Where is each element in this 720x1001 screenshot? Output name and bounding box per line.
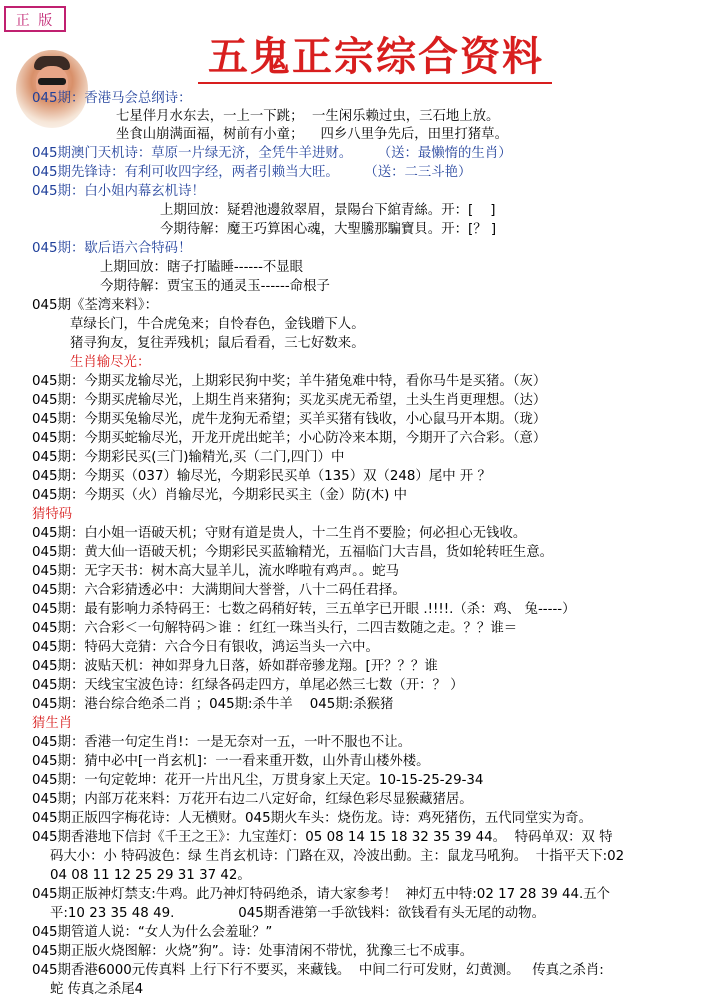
text-line: 045期：白小姐内幕玄机诗！ xyxy=(32,184,205,199)
text-line: 045期：今期买（037）输尽光，今期彩民买单（135）双（248）尾中 开 ？ xyxy=(32,469,491,484)
text-line: 045期：最有影响力杀特码王：七数之码稍好转，三五单字已开眼 .!!!!.（杀：鸡、 兔-----） xyxy=(32,602,576,617)
title-underline xyxy=(198,82,552,84)
text-line: 045期正版四字梅花诗：人无横财。045期火车头：烧伤龙。诗：鸡死猪伤，五代同堂实为奇。 xyxy=(32,811,592,826)
text-line: 045期：香港一句定生肖!：一是无奈对一五，一叶不服也不让。 xyxy=(32,735,412,750)
text-line: 045期：无字天书：树木高大显羊儿，流水哗啦有鸡声。。蛇马 xyxy=(32,564,400,579)
text-line: 045期：今期彩民买(三门)输精光,买（二门,四门）中 xyxy=(32,450,345,465)
text-line: 045期：香港马会总纲诗： xyxy=(32,91,192,106)
text-line: 上期回放：疑碧池邊敘翠眉，景陽台下綰青絲。开：[ ] xyxy=(160,203,496,218)
text-line: 码大小：小 特码波色：绿 生肖玄机诗：门路在双，冷波出動。主：鼠龙马吼狗。 十指平天下:02 xyxy=(50,849,625,864)
text-line: 平:10 23 35 48 49. 045期香港第一手欲钱料：欲钱看有头无尾的动物。 xyxy=(50,906,545,921)
text-line: 045期香港6000元传真料 上行下行不要买，来藏钱。 中间二行可发财，幻黄测。 传真之杀肖: xyxy=(32,963,604,978)
text-line: 045期：六合彩猜透必中：大满期间大誉誉，八十二码任君择。 xyxy=(32,583,406,598)
text-line: 045期：天线宝宝波色诗：红绿各码走四方，单尾必然三七数（开：？ ） xyxy=(32,678,464,693)
text-line: 045期：今期买蛇输尽光，开龙开虎出蛇羊；小心防冷来本期，今期开了六合彩。（意） xyxy=(32,431,547,446)
text-line: 七星伴月水东去，一上一下跳； 一生闲乐赖过虫，三石地上放。 xyxy=(116,109,500,124)
text-line: 猜特码 xyxy=(32,507,73,522)
avatar-glasses xyxy=(38,78,66,85)
text-line: 045期：今期买（火）肖输尽光，今期彩民买主（金）防(木) 中 xyxy=(32,488,408,503)
text-line: 045期：今期买龙输尽光，上期彩民狗中奖；羊牛猪兔难中特，看你马牛是买猪。（灰） xyxy=(32,374,547,389)
text-line: 045期：特码大竞猜：六合今日有银收，鸿运当头一六中。 xyxy=(32,640,379,655)
text-line: 045期：波贴天机：神如羿身九日落，娇如群帝骖龙翔。[开？？？谁 xyxy=(32,659,438,674)
text-line: 045期：一句定乾坤：花开一片出凡尘，万贯身家上天定。10-15-25-29-34 xyxy=(32,773,484,788)
text-line: 猪寻狗友，复往弄残机；鼠后看看，三七好数来。 xyxy=(70,336,365,351)
text-line: 蛇 传真之杀尾4 xyxy=(50,982,144,997)
text-line: 045期管道人说：“女人为什么会羞耻？” xyxy=(32,925,273,940)
text-line: 045期：港台综合绝杀二肖 ；045期:杀牛羊 045期:杀猴猪 xyxy=(32,697,394,712)
text-line: 045期：六合彩＜一句解特码＞谁 ：红红一珠当头行，二四吉数随之走。？？谁＝ xyxy=(32,621,518,636)
text-line: 045期：歇后语六合特码！ xyxy=(32,241,192,256)
text-line: 045期；内部万花来料：万花开右边二八定好命，红绿色彩尽显猴藏猪居。 xyxy=(32,792,473,807)
text-line: 045期正版神灯禁支:牛鸡。此乃神灯特码绝杀，请大家参考！ 神灯五中特:02 17 28 39 44.五个 xyxy=(32,887,611,902)
text-line: 045期：今期买虎输尽光，上期生肖来猪狗；买龙买虎无希望，土头生肖更理想。（达） xyxy=(32,393,547,408)
text-line: 今期待解：贾宝玉的通灵玉------命根子 xyxy=(100,279,330,294)
edition-badge: 正 版 xyxy=(4,6,66,32)
text-line: 猜生肖 xyxy=(32,716,73,731)
text-line: 今期待解：魔王巧算困心魂，大聖騰那騙寶貝。开：[？ ] xyxy=(160,222,497,237)
text-line: 生肖输尽光： xyxy=(70,355,151,370)
text-line: 045期：白小姐一语破天机；守财有道是贵人，十二生肖不要脸；何必担心无钱收。 xyxy=(32,526,527,541)
text-line: 045期：今期买兔输尽光，虎牛龙狗无希望；买羊买猪有钱收，小心鼠马开本期。（珑） xyxy=(32,412,547,427)
text-line: 045期香港地下信封《千王之王》：九宝莲灯：05 08 14 15 18 32 35 39 44。 特码单双：双 特 xyxy=(32,830,613,845)
text-line: 045期：猜中必中[一肖玄机]：一一看来重开数，山外青山楼外楼。 xyxy=(32,754,430,769)
text-line: 045期：黄大仙一语破天机；今期彩民买蓝输精光，五福临门大吉昌，货如轮转旺生意。 xyxy=(32,545,554,560)
page-title: 五鬼正宗综合资料 xyxy=(208,33,544,80)
text-line: 045期澳门天机诗：草原一片绿无济，全凭牛羊进财。 （送：最懒惰的生肖） xyxy=(32,146,512,161)
text-line: 草绿长门，牛合虎兔来；自怜春色，金钱贈下人。 xyxy=(70,317,365,332)
author-avatar xyxy=(16,50,88,128)
text-line: 045期《荃湾来料》： xyxy=(32,298,158,313)
text-line: 045期先锋诗：有利可收四字经，两者引赖当大旺。 （送：二三斗艳） xyxy=(32,165,472,180)
text-line: 坐食山崩满面福，树前有小童； 四乡八里争先后，田里打猪草。 xyxy=(116,127,508,142)
text-line: 上期回放：瞎子打瞌睡------不显眼 xyxy=(100,260,304,275)
text-line: 04 08 11 12 25 29 31 37 42。 xyxy=(50,868,251,883)
text-line: 045期正版火烧图解：火烧”狗”。诗：处事清闲不带忧，犹豫三七不成事。 xyxy=(32,944,474,959)
